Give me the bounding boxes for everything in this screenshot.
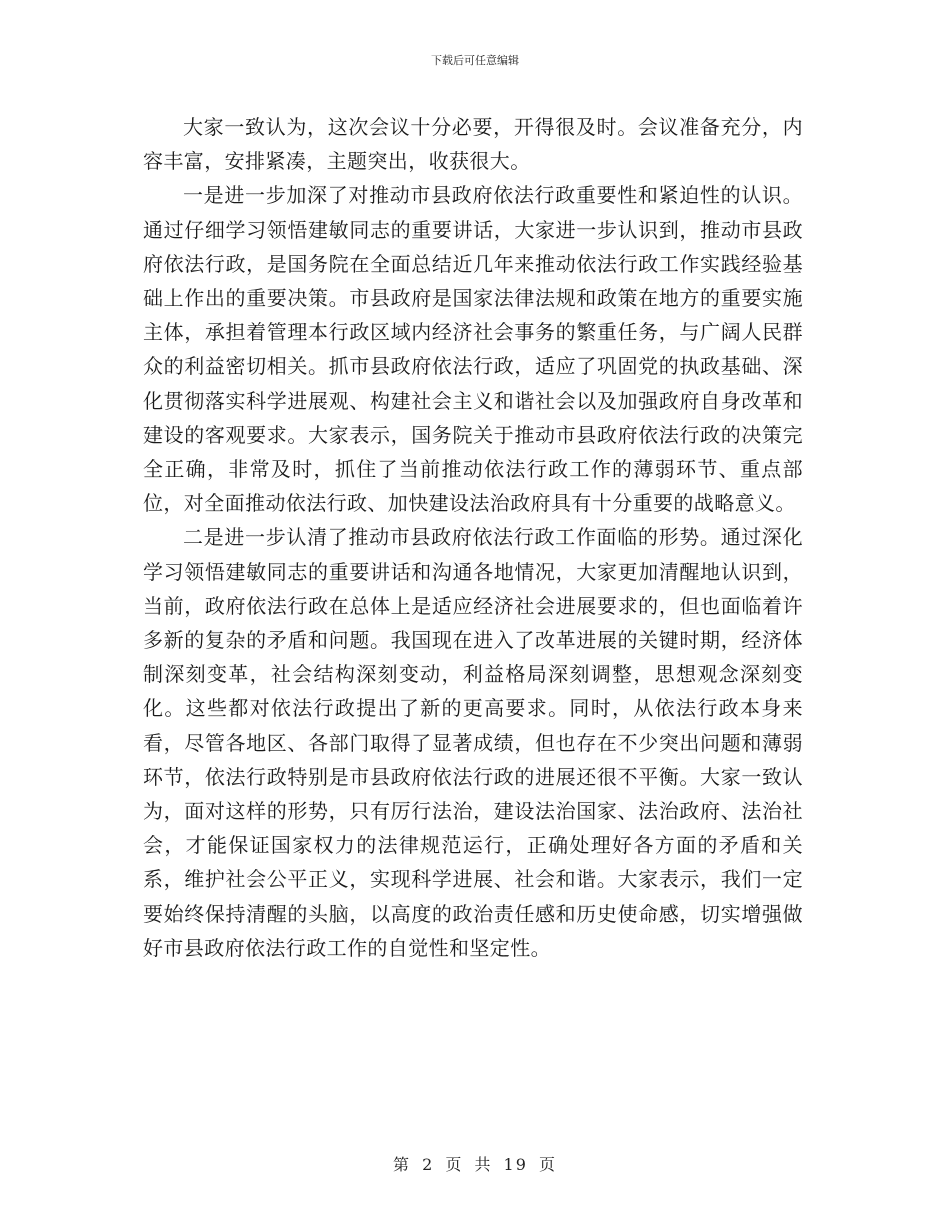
- paragraph-point-one: 一是进一步加深了对推动市县政府依法行政重要性和紧迫性的认识。通过仔细学习领悟建敏同志的重要讲话，大家进一步认识到，推动市县政府依法行政，是国务院在全面总结近几年来推动依法行政工作实践经验基础上作出的重要决策。市县政府是国家法律法规和政策在地方的重要实施主体，承担着管理本行政区域内经济社会事务的繁重任务，与广阔人民群众的利益密切相关。抓市县政府依法行政，适应了巩固党的执政基础、深化贯彻落实科学进展观、构建社会主义和谐社会以及加强政府自身改革和建设的客观要求。大家表示，国务院关于推动市县政府依法行政的决策完全正确，非常及时，抓住了当前推动依法行政工作的薄弱环节、重点部位，对全面推动依法行政、加快建设法治政府具有十分重要的战略意义。: [143, 183, 803, 516]
- page-number: 第 2 页 共 19 页: [393, 1155, 557, 1174]
- document-body: [143, 110, 803, 965]
- paragraph-intro: 大家一致认为，这次会议十分必要，开得很及时。会议准备充分，内容丰富，安排紧凑，主题突出，收获很大。: [143, 115, 803, 174]
- page-header-note: 下载后可任意编辑: [431, 54, 519, 67]
- paragraph-point-two: 二是进一步认清了推动市县政府依法行政工作面临的形势。通过深化学习领悟建敏同志的重要讲话和沟通各地情况，大家更加清醒地认识到，当前，政府依法行政在总体上是适应经济社会进展要求的，但也面临着许多新的复杂的矛盾和问题。我国现在进入了改革进展的关键时期，经济体制深刻变革，社会结构深刻变动，利益格局深刻调整，思想观念深刻变化。这些都对依法行政提出了新的更高要求。同时，从依法行政本身来看，尽管各地区、各部门取得了显著成绩，但也存在不少突出问题和薄弱环节，依法行政特别是市县政府依法行政的进展还很不平衡。大家一致认为，面对这样的形势，只有厉行法治，建设法治国家、法治政府、法治社会，才能保证国家权力的法律规范运行，正确处理好各方面的矛盾和关系，维护社会公平正义，实现科学进展、社会和谐。大家表示，我们一定要始终保持清醒的头脑，以高度的政治责任感和历史使命感，切实增强做好市县政府依法行政工作的自觉性和坚定性。: [143, 525, 803, 960]
